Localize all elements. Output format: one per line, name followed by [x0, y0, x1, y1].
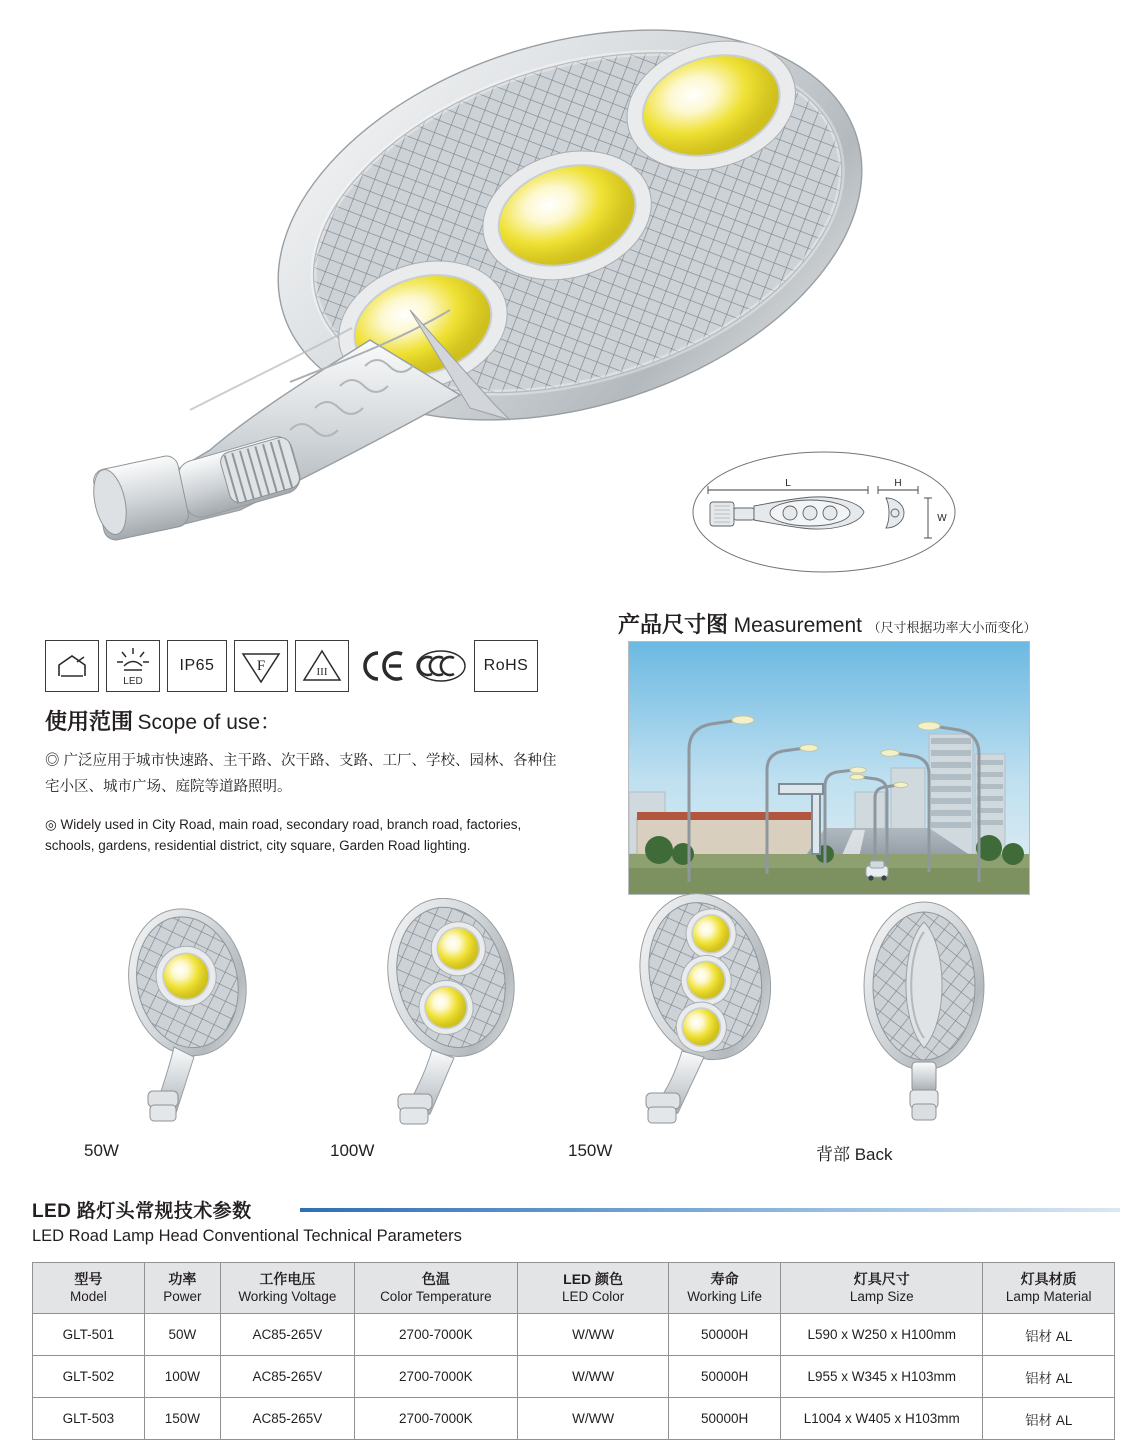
ip65-label: IP65	[179, 657, 215, 674]
parameters-heading-cn: LED 路灯头常规技术参数	[32, 1201, 252, 1222]
variant-150w-label: 150W	[568, 1141, 613, 1160]
table-row	[33, 1314, 1115, 1356]
scope-of-use-section	[45, 705, 585, 856]
cell-led-color: W/WW	[518, 1356, 669, 1398]
th-led-color-en: LED Color	[561, 1289, 625, 1304]
measurement-diagram	[690, 450, 960, 575]
cell-working-life: 50000H	[669, 1356, 781, 1398]
variant-back-svg	[820, 898, 1020, 1128]
measurement-heading-en: Measurement	[733, 614, 862, 637]
th-color-temp-cn: 色温	[421, 1271, 450, 1287]
th-voltage-en: Working Voltage	[238, 1289, 337, 1304]
cell-lamp-material: 铝材 AL	[983, 1356, 1115, 1398]
led-icon	[106, 640, 160, 692]
cell-power: 50W	[144, 1314, 220, 1356]
th-led-color-cn: LED 颜色	[563, 1271, 624, 1287]
th-working-life	[669, 1263, 781, 1314]
th-power	[144, 1263, 220, 1314]
svg-text:III: III	[316, 666, 328, 678]
th-voltage-cn: 工作电压	[259, 1271, 316, 1287]
th-model	[33, 1263, 145, 1314]
measurement-heading	[618, 608, 1037, 639]
th-lamp-size-cn: 灯具尺寸	[853, 1271, 910, 1287]
cell-led-color: W/WW	[518, 1314, 669, 1356]
cell-lamp-size: L955 x W345 x H103mm	[781, 1356, 983, 1398]
application-photo-svg	[629, 642, 1029, 894]
ccc-mark	[415, 641, 467, 691]
cell-working-life: 50000H	[669, 1314, 781, 1356]
cell-working-life: 50000H	[669, 1398, 781, 1440]
cell-power: 100W	[144, 1356, 220, 1398]
th-voltage	[221, 1263, 355, 1314]
cell-lamp-material: 铝材 AL	[983, 1398, 1115, 1440]
th-led-color	[518, 1263, 669, 1314]
measurement-note: （尺寸根据功率大小而变化）	[867, 620, 1037, 635]
th-lamp-material-cn: 灯具材质	[1020, 1271, 1077, 1287]
cell-power: 150W	[144, 1398, 220, 1440]
svg-text:F: F	[256, 658, 266, 674]
dim-w-label: W	[937, 513, 947, 524]
variant-back-label: 背部 Back	[816, 1145, 893, 1164]
th-working-life-cn: 寿命	[710, 1271, 739, 1287]
table-row	[33, 1398, 1115, 1440]
rohs-mark	[474, 640, 538, 692]
variant-100w-image	[350, 898, 550, 1128]
th-lamp-size	[781, 1263, 983, 1314]
cell-color-temp: 2700-7000K	[354, 1398, 517, 1440]
scope-heading-cn: 使用范围	[45, 709, 134, 734]
th-working-life-en: Working Life	[687, 1289, 762, 1304]
th-lamp-size-en: Lamp Size	[849, 1289, 914, 1304]
th-color-temp-en: Color Temperature	[380, 1289, 492, 1304]
variant-100w-svg	[350, 898, 550, 1128]
ip65-badge	[167, 640, 227, 692]
variant-50w-image	[90, 905, 280, 1125]
cell-model: GLT-503	[33, 1398, 145, 1440]
variant-150w-svg	[600, 893, 810, 1128]
cell-color-temp: 2700-7000K	[354, 1314, 517, 1356]
parameters-heading-en: LED Road Lamp Head Conventional Technical Parameters	[32, 1227, 462, 1245]
house-icon	[45, 640, 99, 692]
cell-lamp-size: L1004 x W405 x H103mm	[781, 1398, 983, 1440]
cell-lamp-material: 铝材 AL	[983, 1314, 1115, 1356]
certification-icons	[45, 640, 538, 692]
dim-l-label: L	[785, 478, 791, 489]
variant-50w-svg	[90, 905, 280, 1125]
dim-h-label: H	[894, 478, 902, 489]
th-model-en: Model	[69, 1289, 107, 1304]
parameters-table	[32, 1262, 1115, 1440]
measurement-diagram-svg	[690, 450, 960, 575]
scope-text-cn: ◎ 广泛应用于城市快速路、主干路、次干路、支路、工厂、学校、园林、各种住宅小区、城市广场、庭院等道路照明。	[45, 753, 557, 795]
table-row	[33, 1356, 1115, 1398]
cell-voltage: AC85-265V	[221, 1356, 355, 1398]
th-lamp-material-en: Lamp Material	[1005, 1289, 1092, 1304]
heading-rule	[300, 1208, 1120, 1212]
cell-color-temp: 2700-7000K	[354, 1356, 517, 1398]
th-power-cn: 功率	[168, 1271, 197, 1287]
rohs-label: RoHS	[483, 657, 529, 674]
svg-text:LED: LED	[123, 676, 143, 687]
table-header-row	[33, 1263, 1115, 1314]
cell-led-color: W/WW	[518, 1398, 669, 1440]
th-lamp-material	[983, 1263, 1115, 1314]
variant-100w-label: 100W	[330, 1141, 375, 1160]
th-color-temp	[354, 1263, 517, 1314]
cell-voltage: AC85-265V	[221, 1314, 355, 1356]
class3-icon	[295, 640, 349, 692]
scope-heading-en: Scope of use：	[137, 711, 282, 734]
th-model-cn: 型号	[74, 1271, 103, 1287]
measurement-heading-cn: 产品尺寸图	[618, 612, 729, 637]
scope-heading	[45, 705, 585, 736]
cell-model: GLT-501	[33, 1314, 145, 1356]
cell-voltage: AC85-265V	[221, 1398, 355, 1440]
scope-text-en: ◎ Widely used in City Road, main road, secondary road, branch road, factories, schools, gardens, residential district, city square, Garden Road lighting.	[45, 817, 522, 853]
cell-lamp-size: L590 x W250 x H100mm	[781, 1314, 983, 1356]
cell-model: GLT-502	[33, 1356, 145, 1398]
ce-mark	[356, 641, 408, 691]
application-photo	[628, 641, 1030, 895]
parameters-heading	[32, 1196, 1122, 1246]
th-power-en: Power	[163, 1289, 202, 1304]
f-mark-icon	[234, 640, 288, 692]
variant-150w-image	[600, 893, 810, 1128]
variant-50w-label: 50W	[84, 1141, 119, 1160]
variant-back-image	[820, 898, 1020, 1128]
